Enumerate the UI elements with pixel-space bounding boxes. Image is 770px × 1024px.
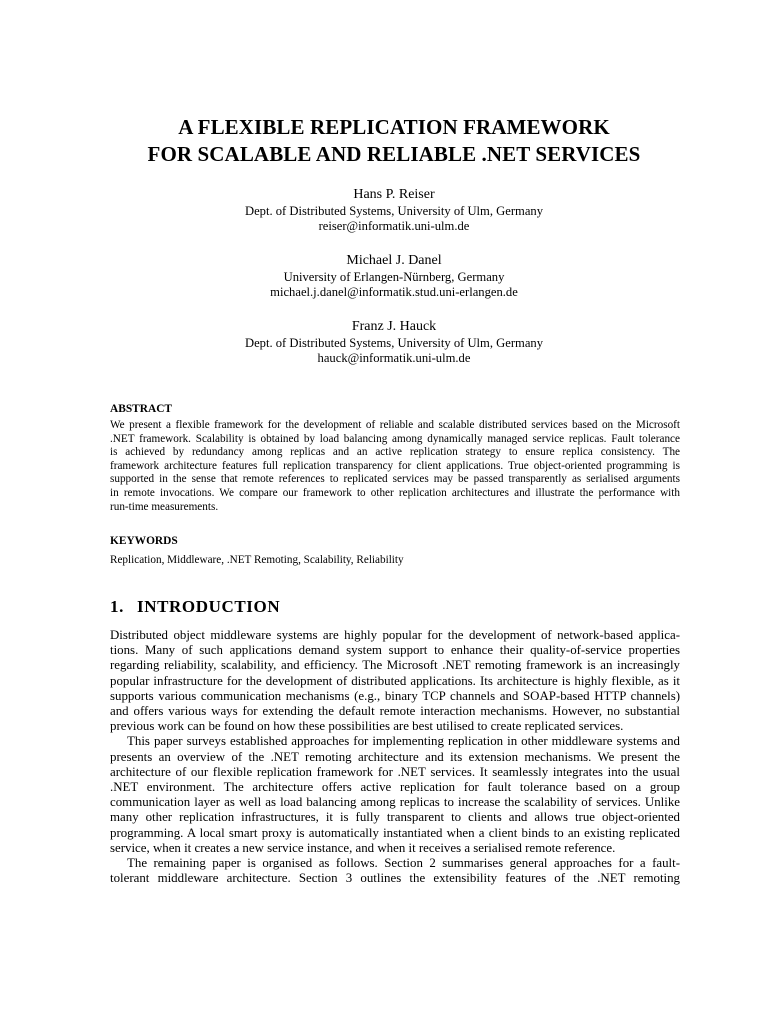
author-affiliation: University of Erlangen-Nürnberg, Germany [283, 270, 505, 284]
abstract-body [110, 419, 680, 514]
body-line: Distributed object middleware systems are highly popular for the development of network-based applica- [110, 628, 680, 642]
author-affiliation: Dept. of Distributed Systems, University of Ulm, Germany [244, 204, 543, 218]
author-name: Hans P. Reiser [353, 187, 435, 202]
paper-title [0, 114, 770, 168]
abstract-line: .NET framework. Scalability is obtained by load balancing among dynamically managed service replicas. Fault tolerance [110, 432, 680, 445]
body-line: supports various communication mechanisms (e.g., binary TCP channels and SOAP-based HTTP channels) [110, 688, 680, 703]
author-2 [0, 252, 770, 300]
body-line: regarding reliability, scalability, and efficiency. The Microsoft .NET remoting framework is an increasingly [110, 658, 680, 673]
body-line: .NET environment. The architecture offers active replication for fault tolerance based on a group [110, 780, 680, 795]
abstract-line: in remote invocations. We compare our framework to other replication architectures and illustrate the performance with [110, 486, 680, 499]
body-line: service, when it creates a new service instance, and when it receives a serialised remote reference. [110, 840, 616, 855]
author-name: Franz J. Hauck [351, 319, 437, 334]
author-email: hauck@informatik.uni-ulm.de [317, 351, 471, 365]
author-1 [0, 186, 770, 234]
title-line-1: A FLEXIBLE REPLICATION FRAMEWORK [178, 115, 610, 139]
abstract-line: framework architecture features full replication transparency for client applications. True object-oriented programming is [110, 459, 680, 472]
abstract-heading: ABSTRACT [110, 403, 173, 415]
title-line-2: FOR SCALABLE AND RELIABLE .NET SERVICES [147, 142, 641, 166]
author-email: reiser@informatik.uni-ulm.de [318, 219, 470, 233]
abstract-line: We present a flexible framework for the development of reliable and scalable distributed services based on the Microsoft [110, 419, 680, 431]
author-email: michael.j.danel@informatik.stud.uni-erlangen.de [270, 285, 518, 299]
author-affiliation: Dept. of Distributed Systems, University of Ulm, Germany [244, 336, 543, 350]
body-line: architecture of our flexible replication framework for .NET services. It seamlessly integrates into the usual [110, 764, 680, 779]
body-line: This paper surveys established approaches for implementing replication in other middleware systems and [127, 734, 680, 749]
body-line: The remaining paper is organised as follows. Section 2 summarises general approaches for a fault- [127, 856, 680, 871]
keywords-heading: KEYWORDS [110, 535, 178, 547]
abstract-line: is achieved by redundancy among replicas and an active replication strategy to ensure replica consistency. The [110, 446, 680, 459]
body-line: many other replication infrastructures, it is fully transparent to clients and allows true object-oriented [110, 810, 680, 825]
body-line: tolerant middleware architecture. Section 3 outlines the extensibility features of the .NET remoting [110, 871, 680, 886]
body-line: popular infrastructure for the development of distributed applications. Its architecture is highly flexible, as it [110, 673, 680, 688]
body-line: tions. Many of such applications demand system support to enhance their quality-of-service properties [110, 643, 680, 658]
author-3 [0, 318, 770, 366]
section-number: 1. [110, 597, 124, 616]
introduction-body [110, 628, 680, 886]
section-title: INTRODUCTION [137, 597, 281, 616]
body-line: programming. A local smart proxy is automatically instantiated when a client binds to an existing replicated [110, 825, 680, 840]
body-line: presents an overview of the .NET remoting architecture and its extension mechanisms. We present the [110, 749, 680, 764]
keywords-body [110, 554, 680, 568]
abstract-line: run-time measurements. [110, 500, 219, 513]
section-heading-introduction [110, 597, 280, 617]
body-line: and offers various ways for extending the default remote interaction mechanisms. However, no substantial [110, 704, 680, 719]
abstract-line: supported in the sense that remote references to replicated services may be passed transparently as serialised arguments [110, 473, 680, 486]
body-line: previous work can be found on how these possibilities are best utilised to create replicated services. [110, 719, 624, 734]
author-name: Michael J. Danel [346, 253, 442, 268]
keywords-text: Replication, Middleware, .NET Remoting, Scalability, Reliability [110, 554, 404, 566]
author-block [0, 186, 770, 384]
body-line: communication layer as well as load balancing among replicas to increase the scalability of services. Unlike [110, 795, 680, 810]
